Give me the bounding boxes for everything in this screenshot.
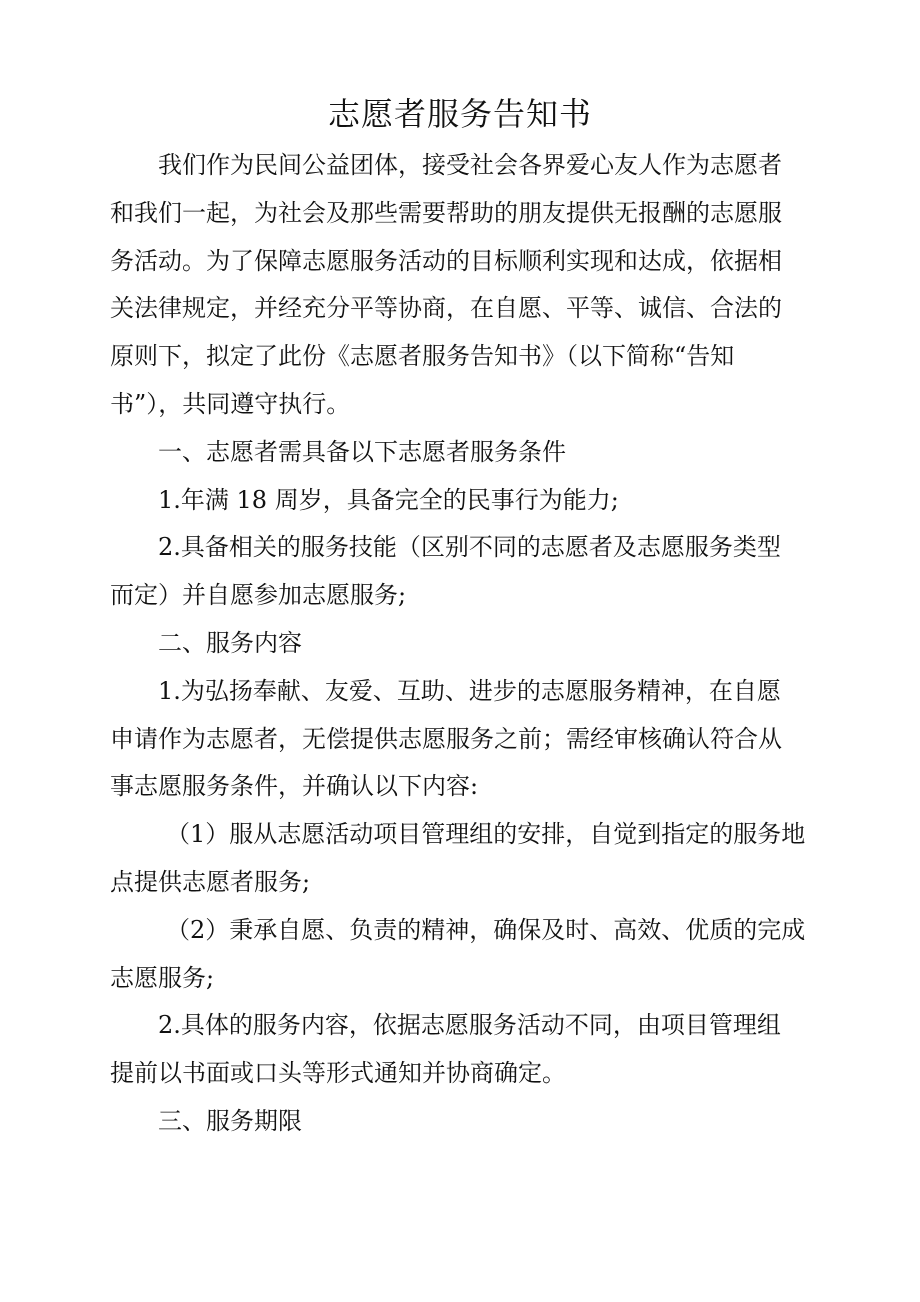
section2-sub2-line: （2）秉承自愿、负责的精神，确保及时、高效、优质的完成 <box>166 915 806 944</box>
intro-line: 书”），共同遵守执行。 <box>110 389 351 418</box>
intro-line: 关法律规定，并经充分平等协商，在自愿、平等、诚信、合法的 <box>110 294 782 323</box>
intro-line: 和我们一起，为社会及那些需要帮助的朋友提供无报酬的志愿服 <box>110 198 782 227</box>
section3-heading: 三、服务期限 <box>158 1106 302 1135</box>
document-title: 志愿者服务告知书 <box>327 95 592 133</box>
document-body <box>110 142 810 1146</box>
section2-item1-line: 事志愿服务条件，并确认以下内容: <box>110 772 479 801</box>
section1-item2-line: 2.具备相关的服务技能（区别不同的志愿者及志愿服务类型 <box>158 533 781 562</box>
intro-line: 务活动。为了保障志愿服务活动的目标顺利实现和达成，依据相 <box>110 246 782 275</box>
section1-item1: 1.年满 18 周岁，具备完全的民事行为能力; <box>158 485 619 514</box>
section2-item2-line: 2.具体的服务内容，依据志愿服务活动不同，由项目管理组 <box>158 1011 781 1040</box>
section2-item1-line: 申请作为志愿者，无偿提供志愿服务之前；需经审核确认符合从 <box>110 724 782 753</box>
section2-item1-line: 1.为弘扬奉献、友爱、互助、进步的志愿服务精神，在自愿 <box>158 676 781 705</box>
intro-line: 我们作为民间公益团体，接受社会各界爱心友人作为志愿者 <box>158 151 782 179</box>
section1-heading: 一、志愿者需具备以下志愿者服务条件 <box>158 437 566 466</box>
section2-heading: 二、服务内容 <box>158 628 302 657</box>
section1-item2-line: 而定）并自愿参加志愿服务; <box>110 581 407 610</box>
section2-sub2-line: 志愿服务; <box>110 963 215 992</box>
section2-item2-line: 提前以书面或口头等形式通知并协商确定。 <box>110 1059 566 1088</box>
intro-line: 原则下，拟定了此份《志愿者服务告知书》（以下简称“告知 <box>110 342 735 371</box>
section2-sub1-line: 点提供志愿者服务; <box>110 867 311 896</box>
section2-sub1-line: （1）服从志愿活动项目管理组的安排，自觉到指定的服务地 <box>166 820 806 849</box>
